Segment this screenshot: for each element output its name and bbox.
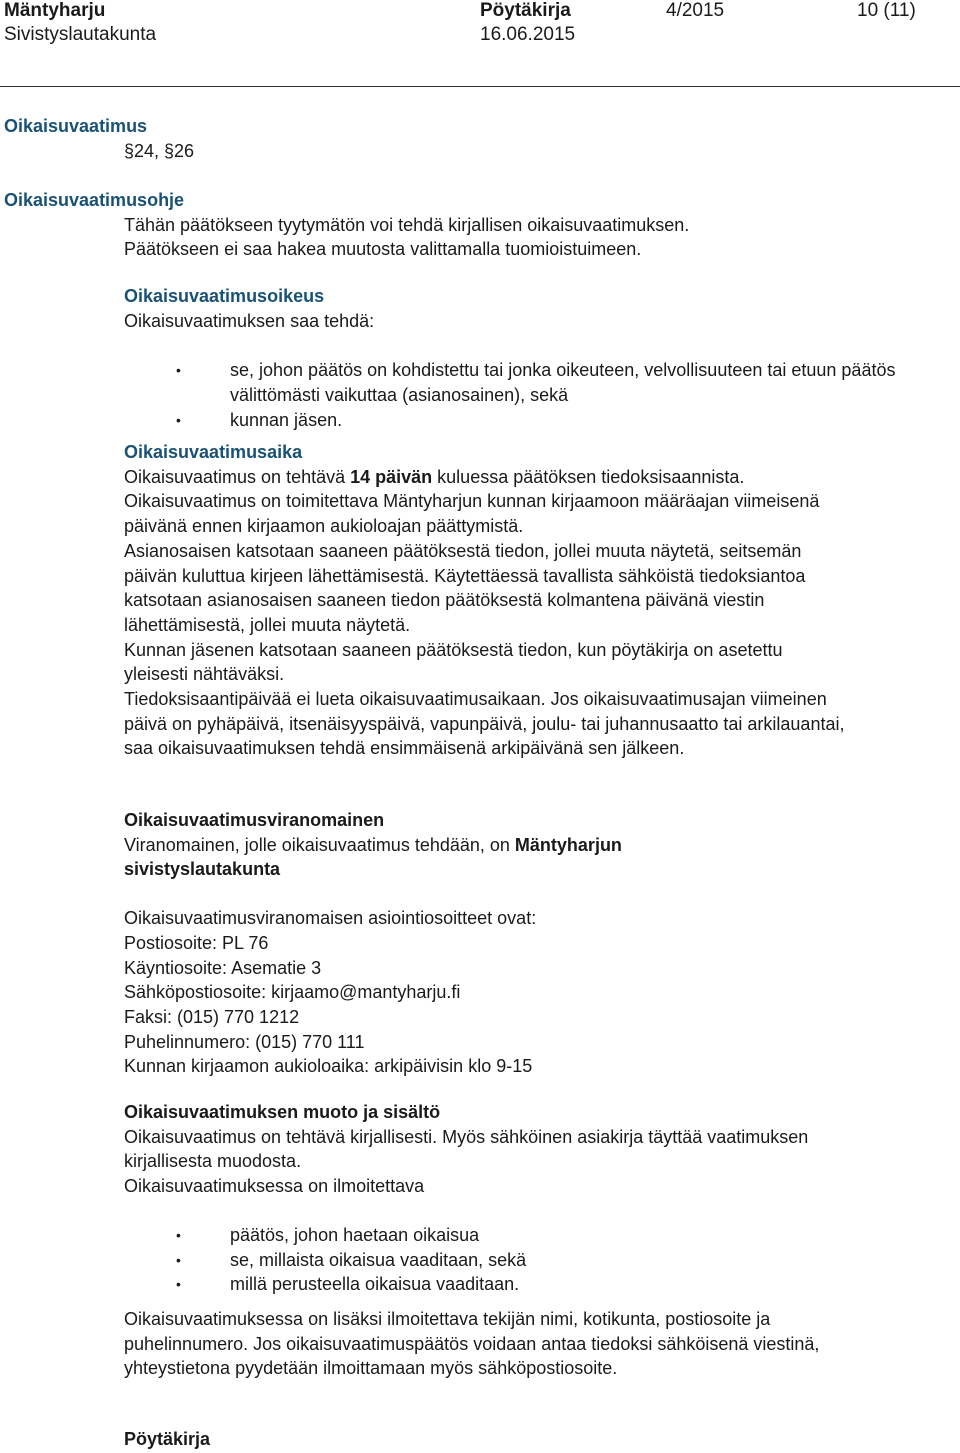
authority-name: Mäntyharjun sivistyslautakunta [124, 834, 622, 880]
time-paragraph-1 [124, 465, 934, 490]
right-bullet-1: • se, johon päätös on kohdistettu tai jonka oikeuteen, velvollisuuteen tai etuun päätös välittömästi vaikuttaa (asianosainen), sekä [124, 358, 930, 407]
form-bullet-1: • päätös, johon haetaan oikaisua [124, 1223, 934, 1248]
right-bullet-2: • kunnan jäsen. [124, 408, 934, 433]
right-intro: Oikaisuvaatimuksen saa tehdä: [124, 310, 375, 331]
form-title: Oikaisuvaatimuksen muoto ja sisältö [124, 1102, 441, 1122]
minutes-title: Pöytäkirja [124, 1429, 211, 1449]
appeal-sections: §24, §26 [124, 140, 195, 161]
postal-address: Postiosoite: PL 76 [124, 932, 269, 953]
email-address: Sähköpostiosoite: kirjaamo@mantyharju.fi [124, 982, 461, 1003]
form-bullet-3: • millä perusteella oikaisua vaaditaan. [124, 1272, 934, 1297]
appeal-section [4, 114, 934, 163]
time-section [4, 440, 934, 761]
form-paragraph-2: Oikaisuvaatimuksessa on ilmoitettava [124, 1176, 425, 1197]
org-name: Mäntyharju [4, 0, 106, 21]
department-name: Sivistyslautakunta [4, 24, 157, 45]
authority-statement [124, 833, 744, 882]
time-p1-post: kuluessa päätöksen tiedoksisaannista. [432, 466, 745, 487]
time-title: Oikaisuvaatimusaika [124, 442, 303, 462]
time-p1-pre: Oikaisuvaatimus on tehtävä [124, 466, 351, 487]
right-section [4, 284, 934, 433]
phone-number: Puhelinnumero: (015) 770 111 [124, 1031, 365, 1052]
form-paragraph-3: Oikaisuvaatimuksessa on lisäksi ilmoitettava tekijän nimi, kotikunta, postiosoite ja puhelinnumero. Jos oikaisuvaatimuspäätös voidaan antaa tiedoksi sähköisenä viestinä, yhteystietona pyydetään ilmoittamaan myös sähköpostiosoite. [124, 1308, 820, 1379]
authority-pre: Viranomainen, jolle oikaisuvaatimus tehdään, on [124, 834, 515, 855]
time-p1-bold: 14 päivän [350, 466, 433, 487]
right-title: Oikaisuvaatimusoikeus [124, 286, 325, 306]
instructions-line-2: Päätökseen ei saa hakea muutosta valittamalla tuomioistuimeen. [124, 239, 642, 260]
header-divider [0, 86, 960, 87]
time-paragraph-4: Kunnan jäsenen katsotaan saaneen päätöksestä tiedon, kun pöytäkirja on asetettu yleisesti nähtäväksi. [124, 639, 783, 685]
meeting-date: 16.06.2015 [480, 24, 576, 45]
instructions-title: Oikaisuvaatimusohje [4, 190, 185, 210]
time-paragraph-5: Tiedoksisaantipäivää ei lueta oikaisuvaatimusaikaan. Jos oikaisuvaatimusajan viimeinen päivä on pyhäpäivä, itsenäisyyspäivä, vapunpäivä, joulu- tai juhannusaatto tai arkilauantai, saa oikaisuvaatimuksen tehdä ensimmäisenä arkipäivänä sen jälkeen. [124, 689, 845, 759]
minutes-section [4, 1427, 934, 1452]
minutes-number: 4/2015 [666, 0, 725, 21]
fax-number: Faksi: (015) 770 1212 [124, 1006, 300, 1027]
authority-title: Oikaisuvaatimusviranomainen [124, 810, 385, 830]
time-paragraph-2: Oikaisuvaatimus on toimitettava Mäntyharjun kunnan kirjaamoon määräajan viimeisenä päivänä ennen kirjaamon aukioloajan päättymistä. [124, 491, 820, 537]
document-header [4, 0, 956, 86]
form-bullet-2: • se, millaista oikaisua vaaditaan, sekä [124, 1248, 934, 1273]
appeal-title: Oikaisuvaatimus [4, 116, 148, 136]
office-hours: Kunnan kirjaamon aukioloaika: arkipäivisin klo 9-15 [124, 1056, 533, 1077]
page-number: 10 (11) [857, 0, 916, 21]
time-paragraph-3: Asianosaisen katsotaan saaneen päätöksestä tiedon, jollei muuta näytetä, seitsemän päivän kuluttua kirjeen lähettämisestä. Käytettäessä tavallista sähköistä tiedoksiantoa katsotaan asianosaisen saaneen tiedon päätöksestä kolmantena päivänä viestin lähettämisestä, jollei muuta näytetä. [124, 540, 806, 635]
doc-type: Pöytäkirja [480, 0, 571, 21]
form-paragraph-1: Oikaisuvaatimus on tehtävä kirjallisesti. Myös sähköinen asiakirja täyttää vaatimuksen kirjallisesta muodosta. [124, 1126, 809, 1172]
instructions-section [4, 188, 934, 262]
address-intro: Oikaisuvaatimusviranomaisen asiointiosoitteet ovat: [124, 908, 537, 929]
visiting-address: Käyntiosoite: Asematie 3 [124, 957, 322, 978]
instructions-line-1: Tähän päätökseen tyytymätön voi tehdä kirjallisen oikaisuvaatimuksen. [124, 214, 690, 235]
authority-section [4, 808, 934, 1079]
form-section [4, 1100, 934, 1381]
